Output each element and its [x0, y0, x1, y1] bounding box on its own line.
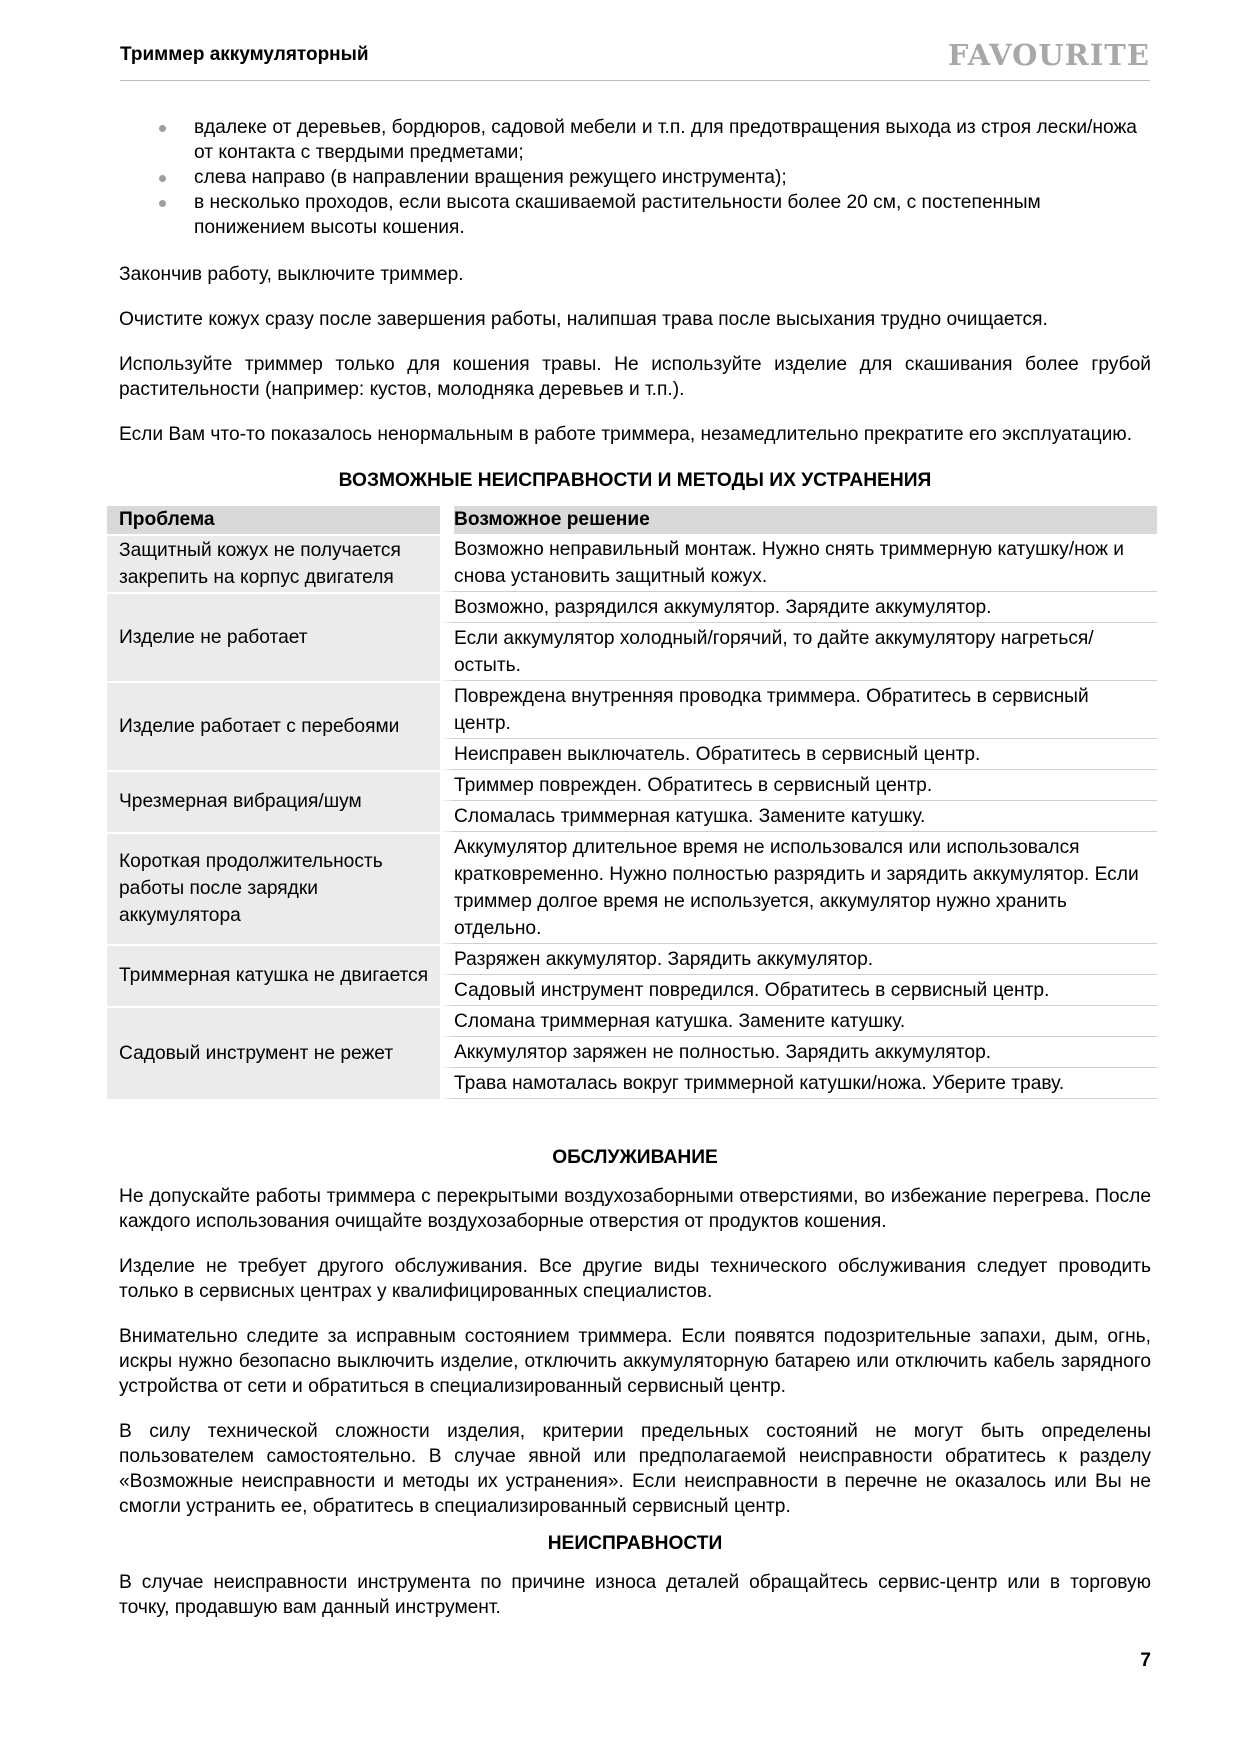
paragraph-usage: Используйте триммер только для кошения травы. Не используйте изделие для скашивания более грубой растительности (например: кустов, молодняка деревьев и т.п.).	[119, 354, 1151, 400]
bullet-list	[119, 115, 1151, 240]
solution-cell: Повреждена внутренняя проводка триммера. Обратитесь в сервисный центр.	[440, 681, 1157, 739]
problem-cell: Защитный кожух не получается закрепить на корпус двигателя	[107, 534, 440, 592]
paragraph-limit-states: В силу технической сложности изделия, критерии предельных состояний не могут быть определены пользователем самостоятельно. В случае явной или предполагаемой неисправности обратитесь к разделу «Возможные неисправности и методы их устранения». Если неисправности в перечне не оказалось или Вы не смогли устранить ее, обратитесь в специализированный сервисный центр.	[119, 1421, 1151, 1517]
table-row	[107, 592, 1157, 623]
bullet-item: слева направо (в направлении вращения режущего инструмента);	[119, 165, 1151, 190]
problem-cell: Изделие не работает	[107, 592, 440, 681]
paragraph-clean-cover: Очистите кожух сразу после завершения работы, налипшая трава после высыхания трудно очищается.	[119, 309, 1048, 330]
page-number: 7	[1140, 1650, 1151, 1671]
table-row	[107, 681, 1157, 739]
paragraph-finish-work: Закончив работу, выключите триммер.	[119, 264, 464, 285]
problem-cell: Садовый инструмент не режет	[107, 1006, 440, 1099]
bullet-item: в несколько проходов, если высота скашиваемой растительности более 20 см, с постепенным понижением высоты кошения.	[119, 190, 1151, 240]
problem-cell: Короткая продолжительность работы после зарядки аккумулятора	[107, 832, 440, 944]
solution-cell: Возможно, разрядился аккумулятор. Зарядите аккумулятор.	[440, 592, 1157, 623]
paragraph-abnormal: Если Вам что-то показалось ненормальным в работе триммера, незамедлительно прекратите его эксплуатацию.	[119, 424, 1133, 445]
troubleshooting-table	[107, 506, 1157, 1099]
section-heading-problems: ВОЗМОЖНЫЕ НЕИСПРАВНОСТИ И МЕТОДЫ ИХ УСТРАНЕНИЯ	[338, 470, 932, 491]
problem-cell: Изделие работает с перебоями	[107, 681, 440, 770]
bullet-icon	[159, 175, 166, 182]
paragraph-monitor-condition: Внимательно следите за исправным состоянием триммера. Если появятся подозрительные запахи, дым, огнь, искры нужно безопасно выключить изделие, отключить аккумуляторную батарею или отключить кабель зарядного устройства от сети и обратиться в специализированный сервисный центр.	[119, 1326, 1151, 1397]
table-row	[107, 1006, 1157, 1037]
problem-cell: Чрезмерная вибрация/шум	[107, 770, 440, 832]
document-title: Триммер аккумуляторный	[120, 44, 369, 65]
paragraph-faults: В случае неисправности инструмента по причине износа деталей обращайтесь сервис-центр или в торговую точку, продавшую вам данный инструмент.	[119, 1572, 1151, 1618]
table-header-row	[107, 506, 1157, 534]
bullet-icon	[159, 200, 166, 207]
solution-cell: Возможно неправильный монтаж. Нужно снять триммерную катушку/нож и снова установить защитный кожух.	[440, 534, 1157, 592]
page-content	[119, 115, 1151, 1620]
table-row	[107, 832, 1157, 944]
problem-cell: Триммерная катушка не двигается	[107, 944, 440, 1006]
solution-cell: Трава намоталась вокруг триммерной катушки/ножа. Уберите траву.	[440, 1068, 1157, 1099]
solution-cell: Садовый инструмент повредился. Обратитесь в сервисный центр.	[440, 975, 1157, 1006]
solution-cell: Неисправен выключатель. Обратитесь в сервисный центр.	[440, 739, 1157, 770]
table-row	[107, 944, 1157, 975]
bullet-icon	[159, 125, 166, 132]
column-header-problem: Проблема	[107, 506, 440, 534]
table-row	[107, 534, 1157, 592]
solution-cell: Если аккумулятор холодный/горячий, то дайте аккумулятору нагреться/остыть.	[440, 623, 1157, 681]
solution-cell: Аккумулятор заряжен не полностью. Зарядить аккумулятор.	[440, 1037, 1157, 1068]
brand-logo: FAVOURITE	[947, 38, 1150, 72]
table-row	[107, 770, 1157, 801]
bullet-item: вдалеке от деревьев, бордюров, садовой мебели и т.п. для предотвращения выхода из строя лески/ножа от контакта с твердыми предметами;	[119, 115, 1151, 165]
section-heading-faults: НЕИСПРАВНОСТИ	[547, 1533, 723, 1554]
solution-cell: Разряжен аккумулятор. Зарядить аккумулятор.	[440, 944, 1157, 975]
page-header	[120, 40, 1150, 81]
solution-cell: Аккумулятор длительное время не использовался или использовался кратковременно. Нужно полностью разрядить и зарядить аккумулятор. Если триммер долгое время не используется, аккумулятор нужно хранить отдельно.	[440, 832, 1157, 944]
column-header-solution: Возможное решение	[440, 506, 1157, 534]
paragraph-no-other-service: Изделие не требует другого обслуживания. Все другие виды технического обслуживания следует проводить только в сервисных центрах у квалифицированных специалистов.	[119, 1256, 1151, 1302]
section-heading-service: ОБСЛУЖИВАНИЕ	[552, 1147, 718, 1168]
solution-cell: Сломалась триммерная катушка. Замените катушку.	[440, 801, 1157, 832]
paragraph-air-intake: Не допускайте работы триммера с перекрытыми воздухозаборными отверстиями, во избежание перегрева. После каждого использования очищайте воздухозаборные отверстия от продуктов кошения.	[119, 1186, 1151, 1232]
solution-cell: Триммер поврежден. Обратитесь в сервисный центр.	[440, 770, 1157, 801]
solution-cell: Сломана триммерная катушка. Замените катушку.	[440, 1006, 1157, 1037]
